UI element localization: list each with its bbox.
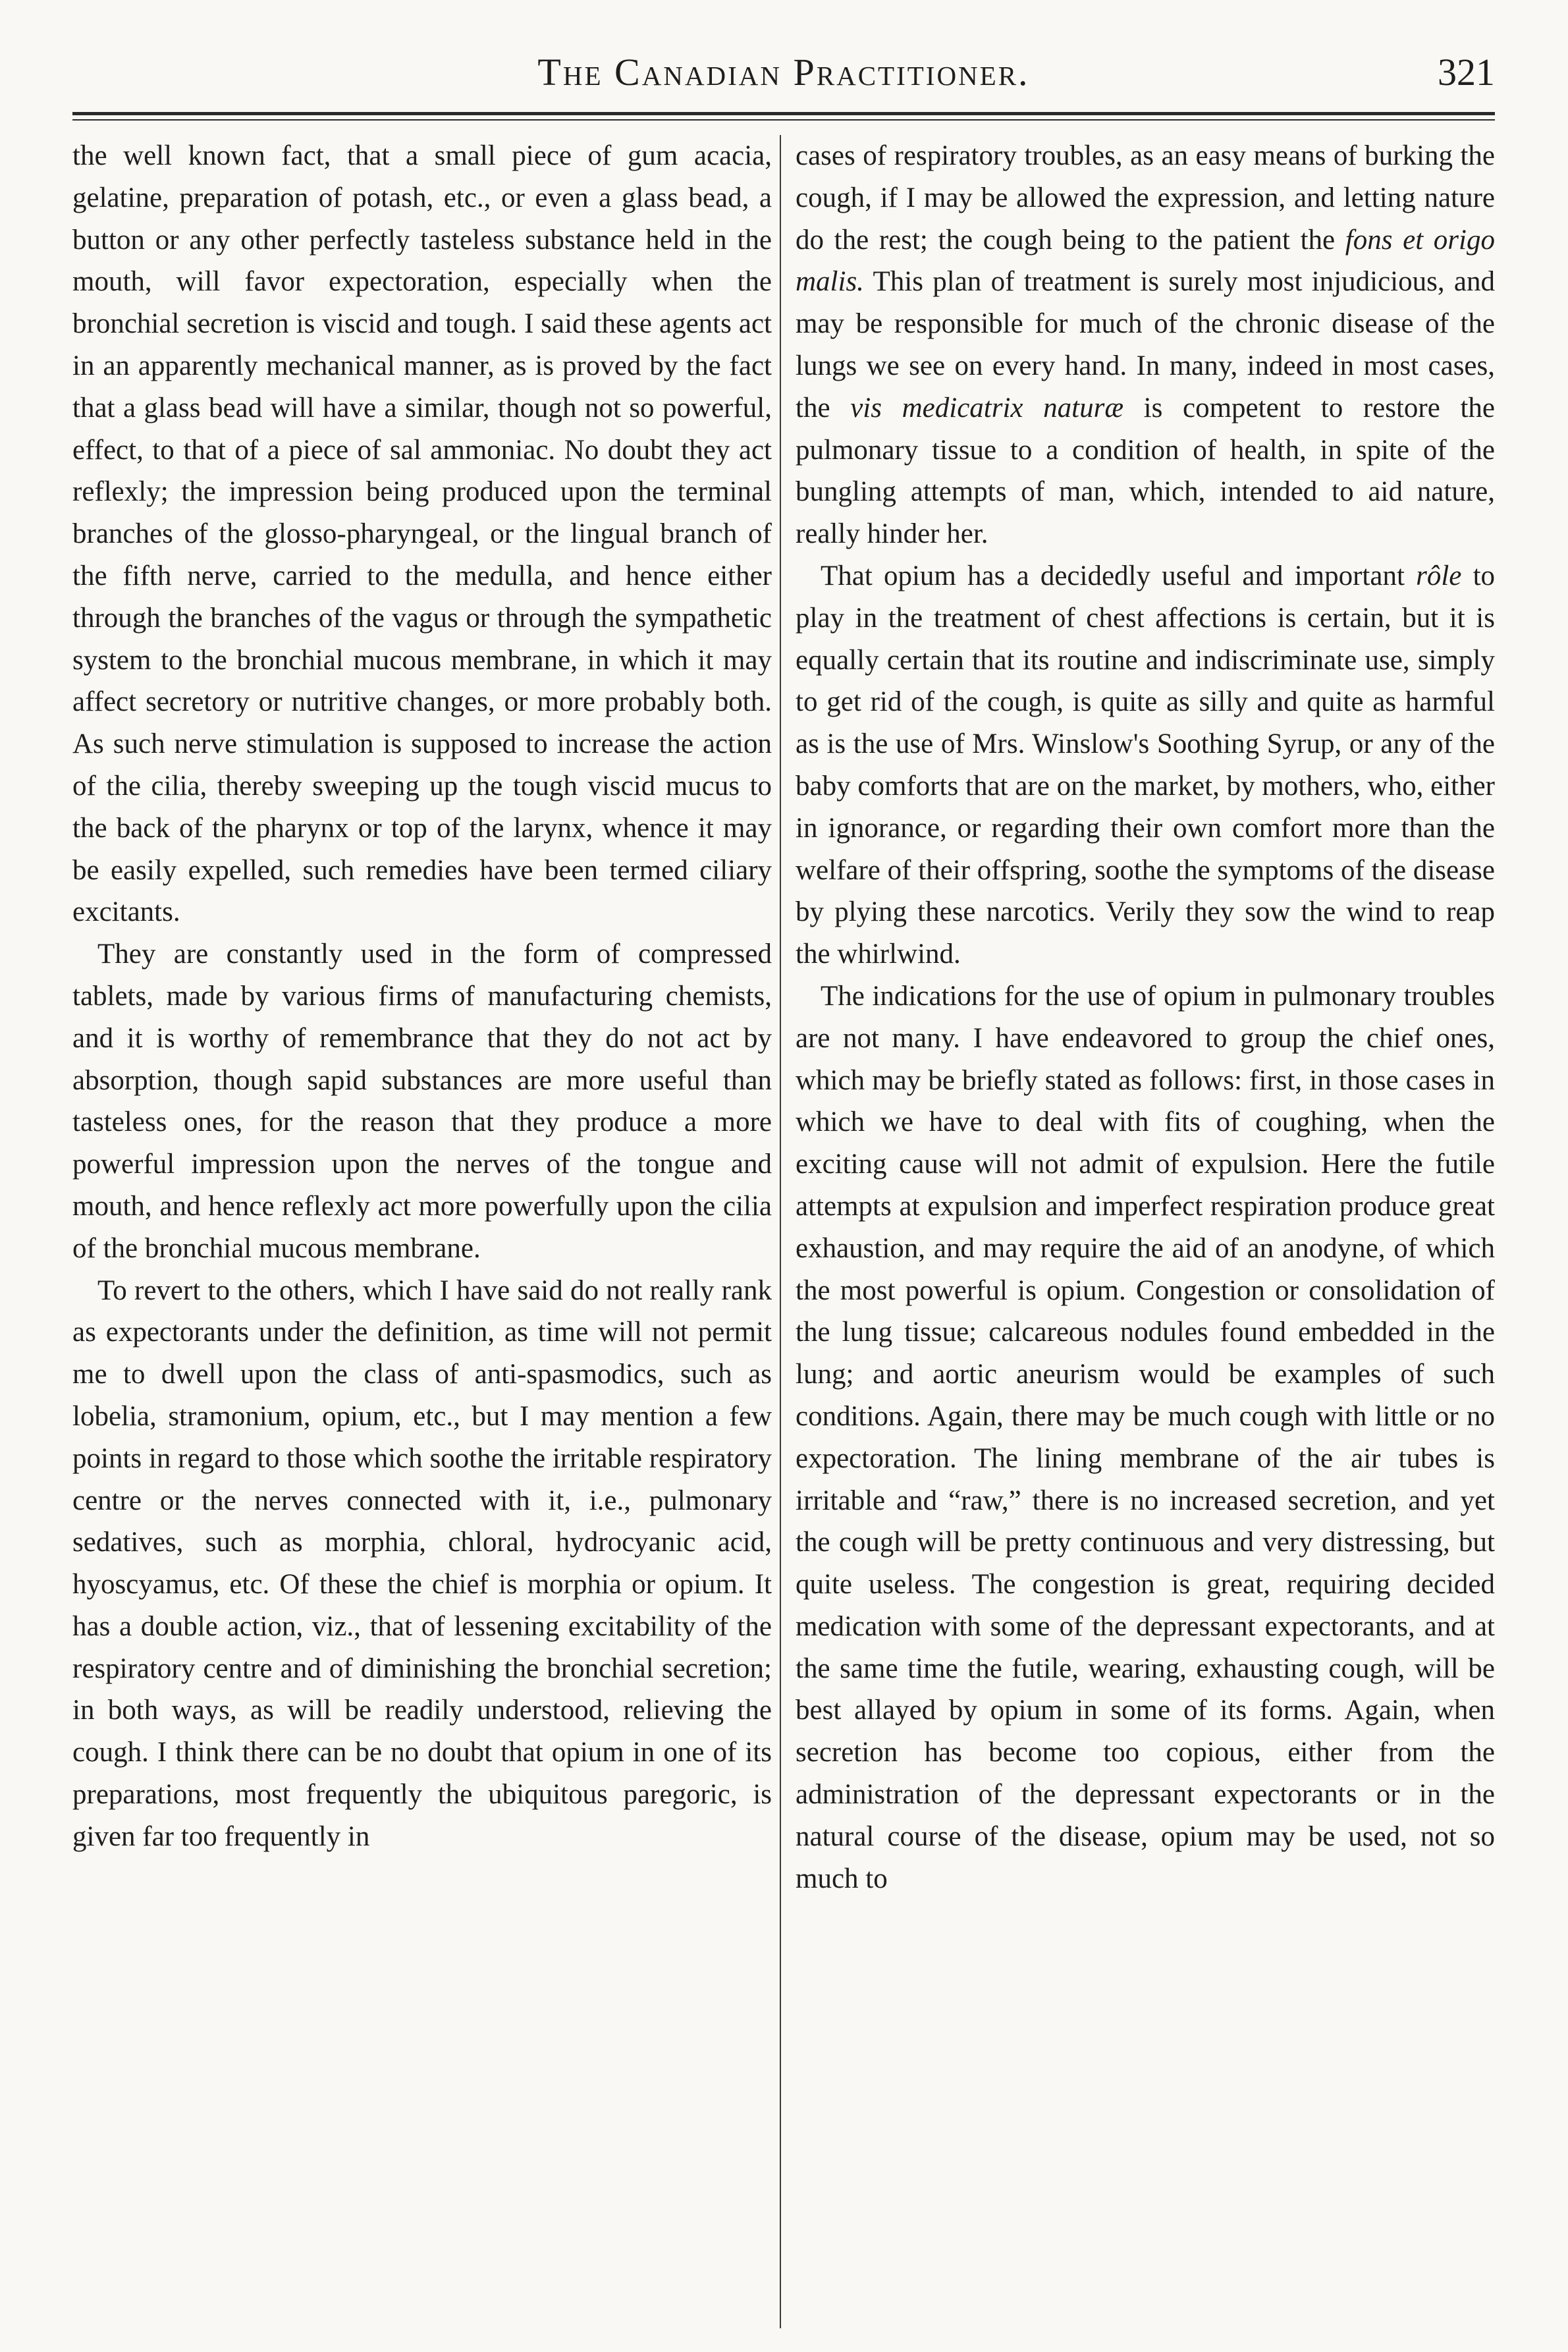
right-paragraph-3: The indications for the use of opium in pulmonary troubles are not many. I have endeavored to group the chief ones, which may be briefly stated as follows: first, in those cases in which we have to deal with fits of coughing, when the exciting cause will not admit of expulsion. Here the futile attempts at expulsion and imperfect respiration produce great exhaustion, and may require the aid of an anodyne, of which the most powerful is opium. Congestion or consolidation of the lung tissue; calcareous nodules found embedded in the lung; and aortic aneurism would be examples of such conditions. Again, there may be much cough with little or no expectoration. The lining membrane of the air tubes is irritable and “raw,” there is no increased secretion, and yet the cough will be pretty continuous and very distressing, but quite useless. The congestion is great, requiring decided medication with some of the depressant expectorants, and at the same time the futile, wearing, exhausting cough, will be best allayed by opium in some of its forms. Again, when secretion has become too copious, either from the administration of the depressant expectorants or in the natural course of the disease, opium may be used, not so much to <box>796 980 1495 1894</box>
right-paragraph-1 <box>796 135 1495 555</box>
running-head <box>72 43 1495 109</box>
right-p2-role: rôle <box>1416 560 1462 591</box>
right-p1-text-c: is competent to restore the pulmonary tissue to a condition of health, in spite of the bungling attempts of man, which, intended to aid nature, really hinder her. <box>796 392 1496 550</box>
right-p2-text-a: That opium has a decidedly useful and important <box>821 560 1405 591</box>
left-paragraph-3: To revert to the others, which I have said do not really rank as expectorants under the definition, as time will not permit me to dwell upon the class of anti-spasmodics, such as lobelia, stramonium, opium, etc., but I may mention a few points in regard to those which soothe the irritable respiratory centre or the nerves connected with it, i.e., pulmonary sedatives, such as morphia, chloral, hydrocyanic acid, hyoscyamus, etc. Of these the chief is morphia or opium. It has a double action, viz., that of lessening excitability of the respiratory centre and of diminishing the bronchial secretion; in both ways, as will be readily understood, relieving the cough. I think there can be no doubt that opium in one of its preparations, most frequently the ubiquitous paregoric, is given far too frequently in <box>72 1274 772 1852</box>
page-number: 321 <box>1438 51 1495 94</box>
left-paragraph-2: They are constantly used in the form of compressed tablets, made by various firms of manufacturing chemists, and it is worthy of remembrance that they do not act by absorption, though sapid substances are more useful than tasteless ones, for the reason that they produce a more powerful impression upon the nerves of the tongue and mouth, and hence reflexly act more powerfully upon the cilia of the bronchial mucous membrane. <box>72 939 772 1264</box>
right-p2-text-b: to play in the treatment of chest affections is certain, but it is equally certain that its routine and indiscriminate use, simply to get rid of the cough, is quite as silly and quite as harmful as is the use of Mrs. Winslow's Soothing Syrup, or any of the baby comforts that are on the market, by mothers, who, either in ignorance, or regarding their own comfort more than the welfare of their offspring, soothe the symptoms of the disease by plying these narcotics. Verily they sow the wind to reap the whirlwind. <box>796 560 1496 970</box>
right-column <box>796 135 1495 1900</box>
right-paragraph-2 <box>796 555 1495 975</box>
header-rule-thick <box>72 112 1495 115</box>
left-paragraph-1: the well known fact, that a small piece of gum acacia, gelatine, preparation of potash, etc., or even a glass bead, a button or any other perfectly tasteless substance held in the mouth, will favor expectoration, especially when the bronchial secretion is viscid and tough. I said these agents act in an apparently mechanical manner, as is proved by the fact that a glass bead will have a similar, though not so powerful, effect, to that of a piece of sal ammoniac. No doubt they act reflexly; the impression being produced upon the terminal branches of the glosso-pharyngeal, or the lingual branch of the fifth nerve, carried to the medulla, and hence either through the branches of the vagus or through the sympathetic system to the bronchial mucous membrane, in which it may affect secretory or nutritive changes, or more probably both. As such nerve stimulation is supposed to increase the action of the cilia, thereby sweeping up the tough viscid mucus to the back of the pharynx or top of the larynx, whence it may be easily expelled, such remedies have been termed ciliary excitants. <box>72 140 772 928</box>
right-p1-text-b: This plan of treatment is surely most injudicious, and may be responsible for much of the chronic disease of the lungs we see on every hand. In many, indeed in most cases, the <box>796 266 1495 424</box>
right-p1-text-a: cases of respiratory troubles, as an easy means of burking the cough, if I may be allowed the expression, and letting nature do the rest; the cough being to the patient the <box>796 140 1495 256</box>
journal-title: The Canadian Practitioner. <box>537 51 1030 94</box>
header-rule-thin <box>72 119 1495 121</box>
column-divider <box>780 135 781 2328</box>
right-p1-vis-medicatrix: vis medicatrix naturæ <box>850 392 1124 424</box>
left-column <box>72 135 772 1858</box>
right-p1-fons-et-origo: fons et origo malis. <box>796 224 1495 298</box>
